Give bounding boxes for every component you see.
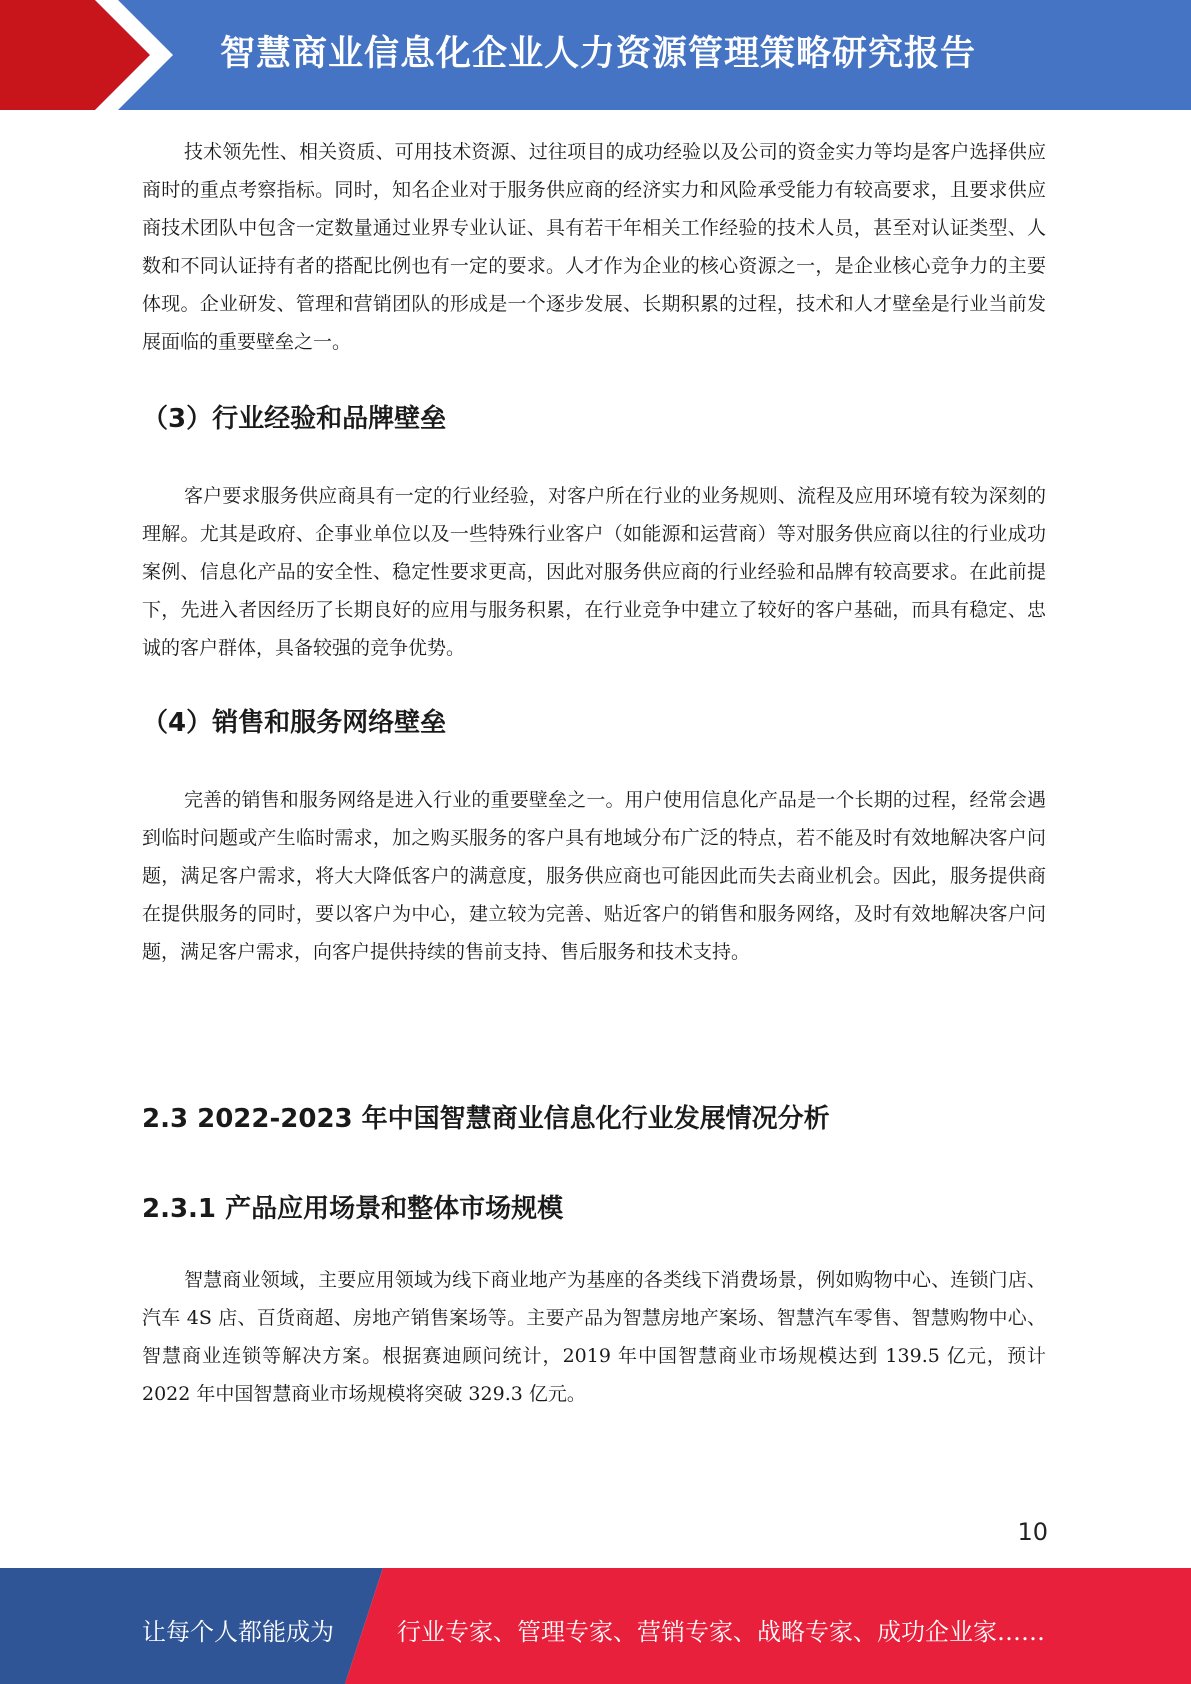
footer-slogan-left: 让每个人都能成为 bbox=[142, 1618, 334, 1646]
paragraph-industry-brand: 客户要求服务供应商具有一定的行业经验，对客户所在行业的业务规则、流程及应用环境有较为深刻的理解。尤其是政府、企事业单位以及一些特殊行业客户（如能源和运营商）等对服务供应商以往的行业成功案例、信息化产品的安全性、稳定性要求更高，因此对服务供应商的行业经验和品牌有较高要求。在此前提下，先进入者因经历了长期良好的应用与服务积累，在行业竞争中建立了较好的客户基础，而具有稳定、忠诚的客户群体，具备较强的竞争优势。 bbox=[142, 485, 1046, 659]
report-title: 智慧商业信息化企业人力资源管理策略研究报告 bbox=[220, 34, 977, 74]
section-heading-2-3-1: 2.3.1 产品应用场景和整体市场规模 bbox=[142, 1194, 564, 1224]
page-number: 10 bbox=[1017, 1518, 1048, 1546]
footer-band bbox=[0, 1568, 1191, 1684]
header-band bbox=[0, 0, 1191, 110]
footer-slogan-right: 行业专家、管理专家、营销专家、战略专家、成功企业家…… bbox=[397, 1618, 1045, 1646]
heading-industry-brand-barrier: （3）行业经验和品牌壁垒 bbox=[142, 404, 447, 434]
section-heading-2-3: 2.3 2022-2023 年中国智慧商业信息化行业发展情况分析 bbox=[142, 1104, 830, 1134]
paragraph-sales-service: 完善的销售和服务网络是进入行业的重要壁垒之一。用户使用信息化产品是一个长期的过程，经常会遇到临时问题或产生临时需求，加之购买服务的客户具有地域分布广泛的特点，若不能及时有效地解决客户问题，满足客户需求，将大大降低客户的满意度，服务供应商也可能因此而失去商业机会。因此，服务提供商在提供服务的同时，要以客户为中心，建立较为完善、贴近客户的销售和服务网络，及时有效地解决客户问题，满足客户需求，向客户提供持续的售前支持、售后服务和技术支持。 bbox=[142, 789, 1046, 963]
paragraph-market-size: 智慧商业领域，主要应用领域为线下商业地产为基座的各类线下消费场景，例如购物中心、连锁门店、汽车 4S 店、百货商超、房地产销售案场等。主要产品为智慧房地产案场、智慧汽车零售、智慧购物中心、智慧商业连锁等解决方案。根据赛迪顾问统计，2019 年中国智慧商业市场规模达到 139.5 亿元，预计 2022 年中国智慧商业市场规模将突破 329.3 亿元。 bbox=[142, 1269, 1046, 1405]
paragraph-tech-talent: 技术领先性、相关资质、可用技术资源、过往项目的成功经验以及公司的资金实力等均是客户选择供应商时的重点考察指标。同时，知名企业对于服务供应商的经济实力和风险承受能力有较高要求，且要求供应商技术团队中包含一定数量通过业界专业认证、具有若干年相关工作经验的技术人员，甚至对认证类型、人数和不同认证持有者的搭配比例也有一定的要求。人才作为企业的核心资源之一，是企业核心竞争力的主要体现。企业研发、管理和营销团队的形成是一个逐步发展、长期积累的过程，技术和人才壁垒是行业当前发展面临的重要壁垒之一。 bbox=[142, 141, 1046, 353]
heading-sales-service-barrier: （4）销售和服务网络壁垒 bbox=[142, 708, 447, 738]
